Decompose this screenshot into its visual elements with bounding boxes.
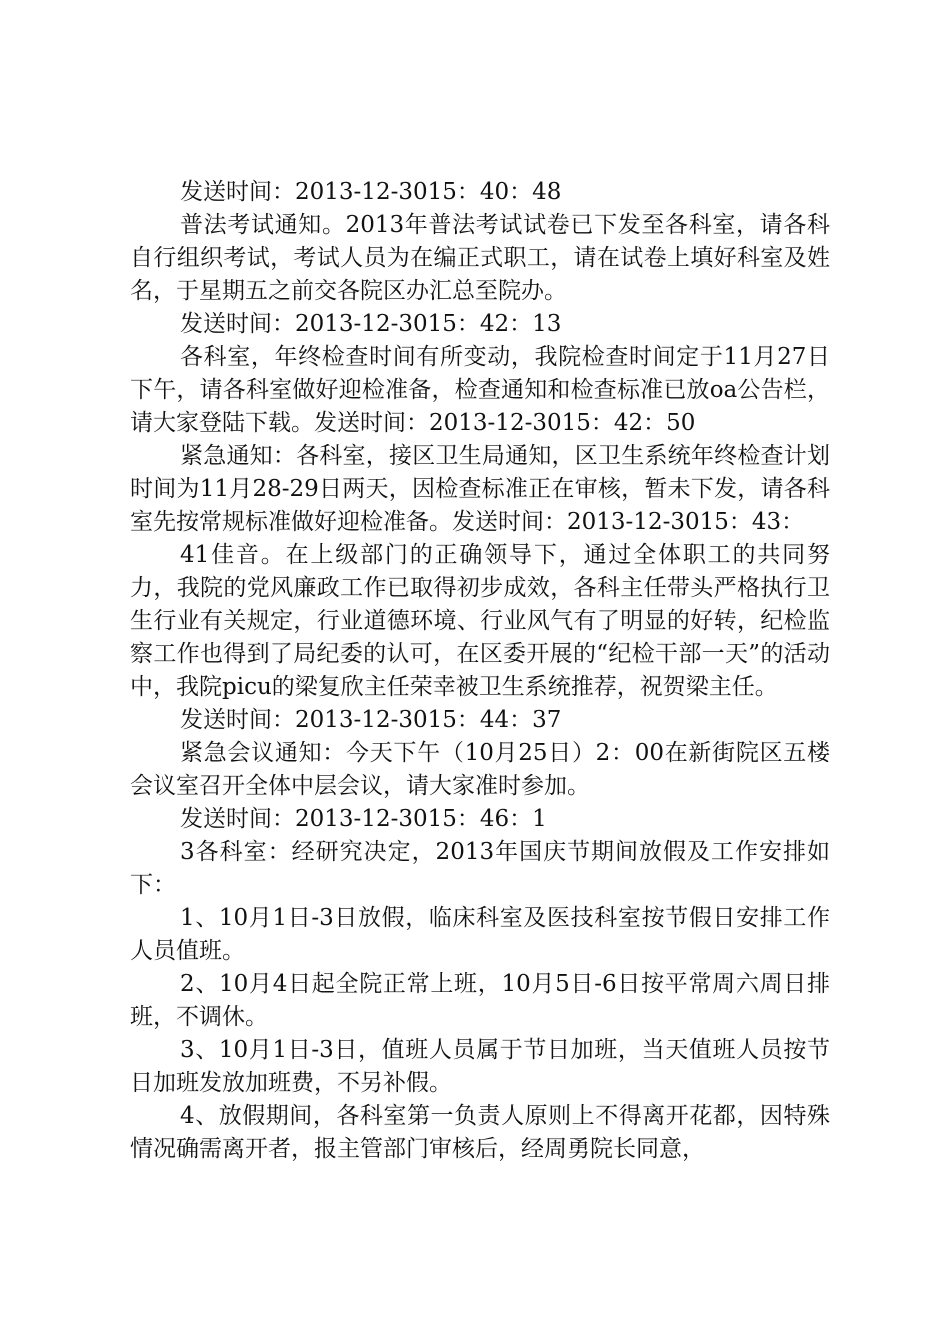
send-time-line: 发送时间：2013-12-3015：42：13	[180, 311, 562, 337]
holiday-arrangement-intro: 3各科室：经研究决定，2013年国庆节期间放假及工作安排如下：	[130, 839, 830, 898]
send-time-line: 发送时间：2013-12-3015：44：37	[180, 707, 562, 733]
year-end-inspection-notice: 各科室，年终检查时间有所变动，我院检查时间定于11月27日下午，请各科室做好迎检准备，检查通知和检查标准已放oa公告栏，请大家登陆下载。发送时间：2013-12-3015：42：50	[130, 344, 830, 436]
holiday-item-3: 3、10月1日-3日，值班人员属于节日加班，当天值班人员按节日加班发放加班费，不另补假。	[130, 1037, 830, 1096]
urgent-meeting-notice: 紧急会议通知：今天下午（10月25日）2：00在新街院区五楼会议室召开全体中层会议，请大家准时参加。	[130, 740, 830, 799]
send-time-line: 发送时间：2013-12-3015：40：48	[180, 179, 562, 205]
good-news-paragraph: 41佳音。在上级部门的正确领导下，通过全体职工的共同努力，我院的党风廉政工作已取得初步成效，各科主任带头严格执行卫生行业有关规定，行业道德环境、行业风气有了明显的好转，纪检监察工作也得到了局纪委的认可，在区委开展的“纪检干部一天”的活动中，我院picu的梁复欣主任荣幸被卫生系统推荐，祝贺梁主任。	[130, 542, 830, 700]
holiday-item-1: 1、10月1日-3日放假，临床科室及医技科室按节假日安排工作人员值班。	[130, 905, 830, 964]
send-time-line: 发送时间：2013-12-3015：46：1	[180, 806, 547, 832]
law-exam-notice: 普法考试通知。2013年普法考试试卷已下发至各科室，请各科自行组织考试，考试人员为在编正式职工，请在试卷上填好科室及姓名，于星期五之前交各院区办汇总至院办。	[130, 212, 830, 304]
document-body	[130, 176, 830, 1166]
holiday-item-4: 4、放假期间，各科室第一负责人原则上不得离开花都，因特殊情况确需离开者，报主管部门审核后，经周勇院长同意，	[130, 1103, 830, 1162]
urgent-inspection-notice: 紧急通知：各科室，接区卫生局通知，区卫生系统年终检查计划时间为11月28-29日两天，因检查标准正在审核，暂未下发，请各科室先按常规标准做好迎检准备。发送时间：2013-12-3015：43：	[130, 443, 830, 535]
holiday-item-2: 2、10月4日起全院正常上班，10月5日-6日按平常周六周日排班，不调休。	[130, 971, 830, 1030]
